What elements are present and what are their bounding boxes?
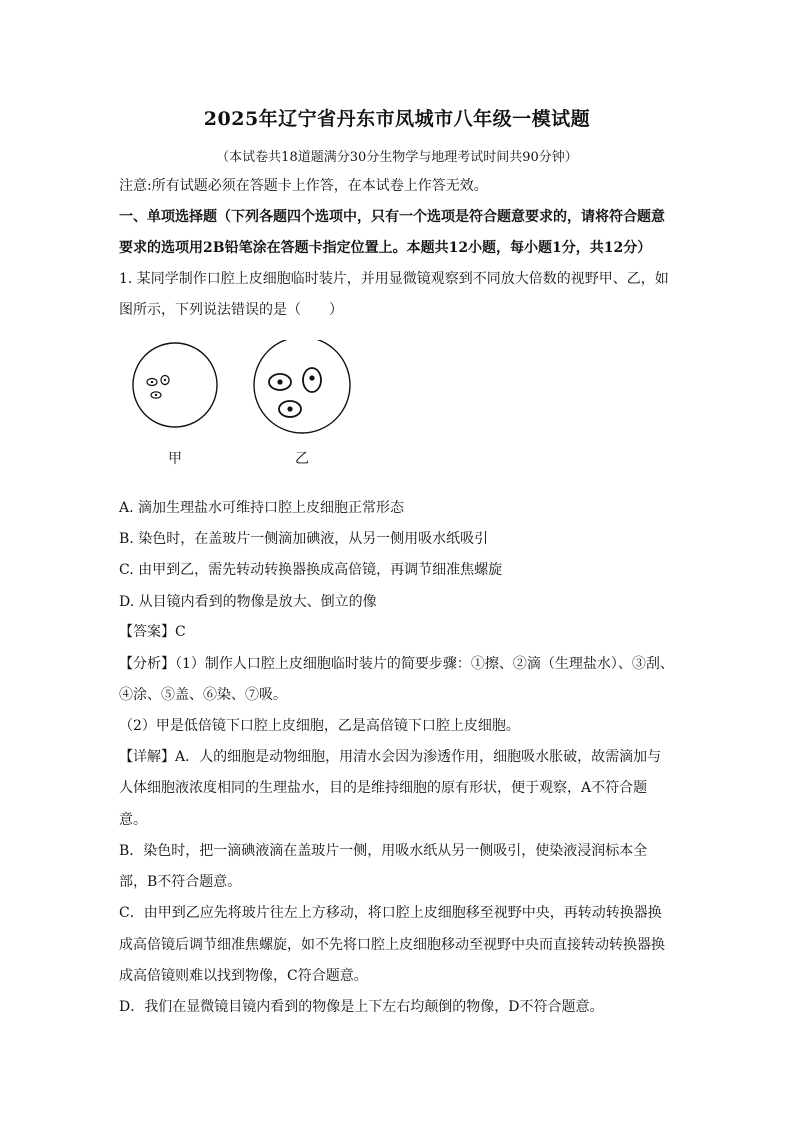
nucleus-jia-3: [155, 394, 157, 396]
question-stem-line-2: 图所示，下列说法错误的是（ ）: [119, 302, 343, 318]
microscope-fields-drawing: [128, 340, 368, 440]
question-stem-line-1: 1. 某同学制作口腔上皮细胞临时装片，并用显微镜观察到不同放大倍数的视野甲、乙，如: [119, 271, 669, 287]
nucleus-yi-3: [287, 406, 292, 411]
microscope-figure: [128, 340, 368, 470]
nucleus-jia-1: [151, 381, 153, 383]
option-c: C. 由甲到乙，需先转动转换器换成高倍镜，再调节细准焦螺旋: [119, 562, 503, 578]
analysis-line-1: 【分析】（1）制作人口腔上皮细胞临时装片的简要步骤：①擦、②滴（生理盐水）、③刮、: [119, 656, 674, 672]
notice-text: 注意:所有试题必须在答题卡上作答，在本试卷上作答无效。: [119, 178, 488, 194]
detail-b-line-2: 部，B不符合题意。: [119, 874, 242, 890]
field-jia-circle: [133, 343, 217, 427]
figure-label-yi: 乙: [295, 451, 309, 467]
field-yi-circle: [254, 340, 350, 433]
nucleus-yi-1: [277, 379, 282, 384]
nucleus-jia-2: [164, 379, 166, 381]
detail-b-line-1: B．染色时，把一滴碘液滴在盖玻片一侧，用吸水纸从另一侧吸引，使染液浸润标本全: [119, 843, 648, 859]
detail-d-line-1: D．我们在显微镜目镜内看到的物像是上下左右均颠倒的物像，D不符合题意。: [119, 999, 604, 1015]
section-header-line-2: 要求的选项用2B铅笔涂在答题卡指定位置上。本题共12小题，每小题1分，共12分）: [119, 240, 652, 256]
answer-text: 【答案】C: [119, 624, 186, 640]
figure-label-jia: 甲: [168, 451, 182, 467]
detail-a-line-2: 人体细胞液浓度相同的生理盐水，目的是维持细胞的原有形状，便于观察，A不符合题: [119, 780, 648, 796]
option-d: D. 从目镜内看到的物像是放大、倒立的像: [119, 594, 377, 610]
detail-c-line-3: 成高倍镜则难以找到物像，C符合题意。: [119, 968, 368, 984]
detail-c-line-2: 成高倍镜后调节细准焦螺旋，如不先将口腔上皮细胞移动至视野中央而直接转动转换器换: [119, 937, 665, 953]
page-title: 2025年辽宁省丹东市凤城市八年级一模试题: [203, 108, 591, 130]
nucleus-yi-2: [309, 375, 314, 380]
option-a: A. 滴加生理盐水可维持口腔上皮细胞正常形态: [119, 500, 405, 516]
section-header-line-1: 一、单项选择题（下列各题四个选项中，只有一个选项是符合题意要求的，请将符合题意: [119, 209, 665, 225]
analysis-line-2: ④涂、⑤盖、⑥染、⑦吸。: [119, 687, 287, 703]
analysis-line-3: （2）甲是低倍镜下口腔上皮细胞，乙是高倍镜下口腔上皮细胞。: [119, 718, 520, 734]
detail-a-line-3: 意。: [119, 812, 147, 828]
option-b: B. 染色时，在盖玻片一侧滴加碘液，从另一侧用吸水纸吸引: [119, 531, 489, 547]
detail-c-line-1: C．由甲到乙应先将玻片往左上方移动，将口腔上皮细胞移至视野中央，再转动转换器换: [119, 905, 662, 921]
detail-a-line-1: 【详解】A．人的细胞是动物细胞，用清水会因为渗透作用，细胞吸水胀破，故需滴加与: [119, 749, 662, 765]
exam-subtitle: （本试卷共18道题满分30分生物学与地理考试时间共90分钟）: [216, 150, 578, 165]
